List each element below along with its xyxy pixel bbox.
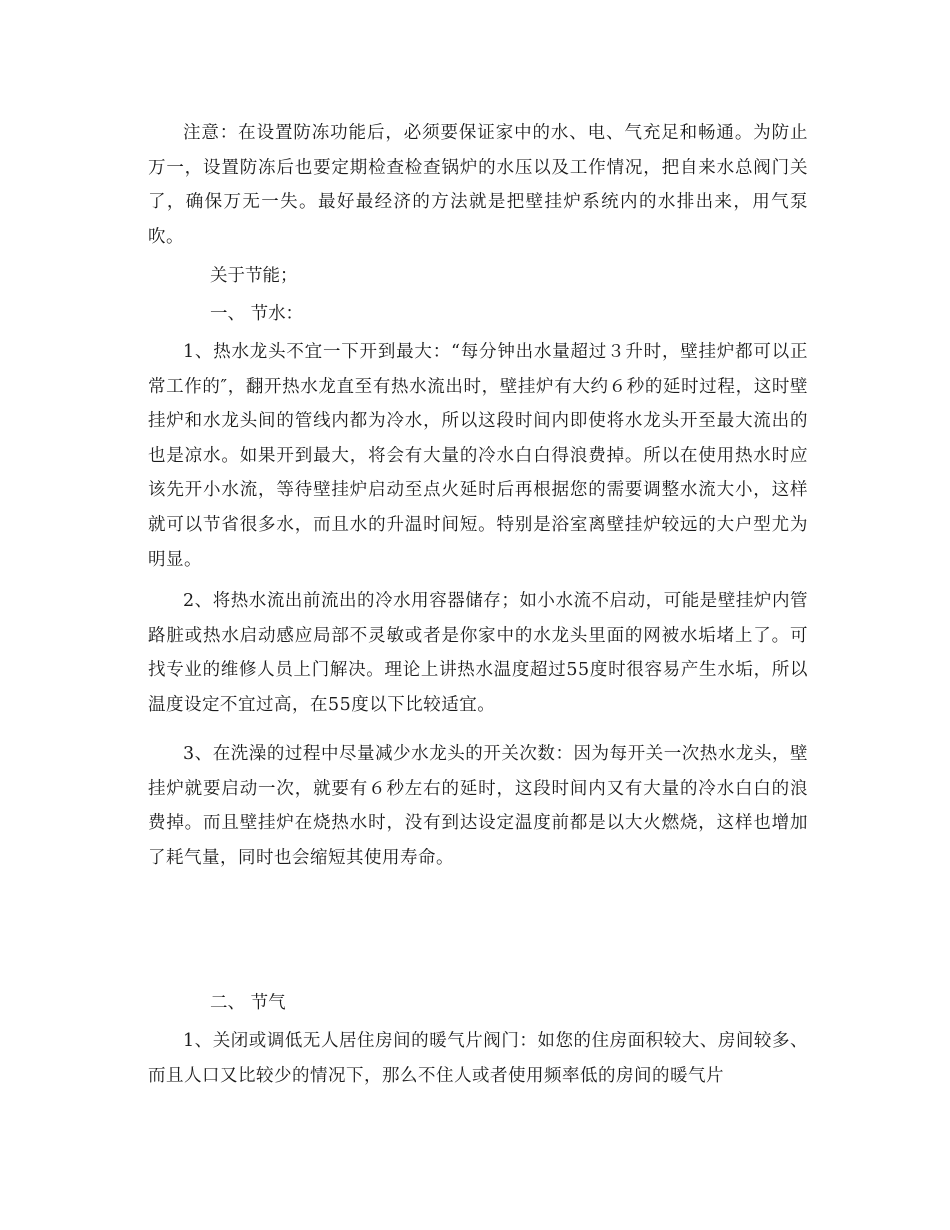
gas-saving-heading: 二、 节气: [210, 993, 286, 1013]
water-tip-1: 1、热水龙头不宜一下开到最大：“每分钟出水量超过３升时，壁挂炉都可以正常工作的″，翻开热水龙直至有热水流出时，壁挂炉有大约６秒的延时过程，这时壁挂炉和水龙头间的管线内都为冷水，所以这段时间内即使将水龙头开至最大流出的也是凉水。如果开到最大，将会有大量的冷水白白得浪费掉。所以在使用热水时应该先开小水流，等待壁挂炉启动至点火延时后再根据您的需要调整水流大小，这样就可以节省很多水，而且水的升温时间短。特别是浴室离壁挂炉较远的大户型尤为明显。: [148, 342, 808, 570]
notice-paragraph: 注意：在设置防冻功能后，必须要保证家中的水、电、气充足和畅通。为防止万一，设置防冻后也要定期检查检查锅炉的水压以及工作情况，把自来水总阀门关了，确保万无一失。最好最经济的方法就是把壁挂炉系统内的水排出来，用气泵吹。: [148, 123, 808, 247]
water-tip-2: 2、将热水流出前流出的冷水用容器储存；如小水流不启动，可能是壁挂炉内管路脏或热水启动感应局部不灵敏或者是你家中的水龙头里面的网被水垢堵上了。可找专业的维修人员上门解决。理论上讲热水温度超过55度时很容易产生水垢，所以温度设定不宜过高，在55度以下比较适宜。: [148, 591, 808, 715]
energy-saving-heading: 关于节能；: [210, 266, 298, 286]
gas-tip-1: 1、关闭或调低无人居住房间的暖气片阀门：如您的住房面积较大、房间较多、而且人口又比较少的情况下，那么不住人或者使用频率低的房间的暖气片: [148, 1031, 808, 1086]
water-saving-heading: 一、 节水：: [210, 304, 304, 324]
water-tip-3: 3、在洗澡的过程中尽量减少水龙头的开关次数：因为每开关一次热水龙头，壁挂炉就要启动一次，就要有６秒左右的延时，这段时间内又有大量的冷水白白的浪费掉。而且壁挂炉在烧热水时，没有到达设定温度前都是以大火燃烧，这样也增加了耗气量，同时也会缩短其使用寿命。: [148, 744, 808, 868]
